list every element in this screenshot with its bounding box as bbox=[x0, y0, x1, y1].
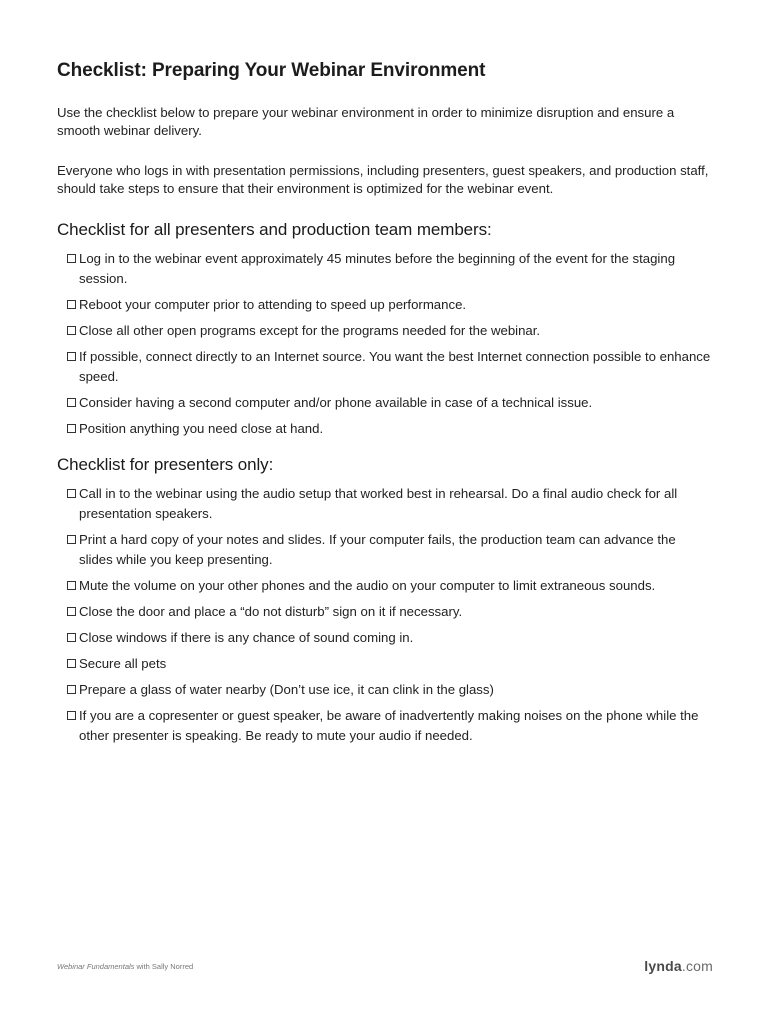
checklist-item bbox=[67, 321, 713, 341]
footer-course-title: Webinar Fundamentals bbox=[57, 962, 135, 971]
document-page bbox=[57, 60, 713, 762]
brand-logo bbox=[644, 958, 713, 974]
checkbox-icon[interactable] bbox=[67, 659, 76, 668]
checklist-item bbox=[67, 295, 713, 315]
intro-paragraph: Everyone who logs in with presentation permissions, including presenters, guest speakers, and production staff, should take steps to ensure that their environment is optimized for the webinar event. bbox=[57, 163, 709, 196]
checkbox-icon[interactable] bbox=[67, 300, 76, 309]
checklist-all-presenters bbox=[57, 249, 713, 439]
checkbox-icon[interactable] bbox=[67, 581, 76, 590]
checklist-item bbox=[67, 628, 713, 648]
checklist-item-text: Close windows if there is any chance of sound coming in. bbox=[79, 630, 414, 645]
checkbox-icon[interactable] bbox=[67, 711, 76, 720]
document-title: Checklist: Preparing Your Webinar Environment bbox=[57, 60, 486, 81]
checkbox-icon[interactable] bbox=[67, 398, 76, 407]
checklist-item bbox=[67, 654, 713, 674]
checklist-item-text: Call in to the webinar using the audio setup that worked best in rehearsal. Do a final audio check for all presentation speakers. bbox=[79, 486, 678, 521]
checkbox-icon[interactable] bbox=[67, 352, 76, 361]
checklist-item bbox=[67, 393, 713, 413]
footer-author-credit: with Sally Norred bbox=[134, 962, 194, 971]
checklist-item bbox=[67, 680, 713, 700]
checkbox-icon[interactable] bbox=[67, 254, 76, 263]
brand-tld: .com bbox=[681, 958, 713, 974]
checklist-item bbox=[67, 419, 713, 439]
checklist-item-text: Position anything you need close at hand. bbox=[79, 421, 324, 436]
checklist-item-text: Print a hard copy of your notes and slides. If your computer fails, the production team can advance the slides while you keep presenting. bbox=[79, 532, 676, 567]
intro-paragraph: Use the checklist below to prepare your webinar environment in order to minimize disruption and ensure a smooth webinar delivery. bbox=[57, 105, 675, 138]
checkbox-icon[interactable] bbox=[67, 535, 76, 544]
checklist-item bbox=[67, 530, 713, 570]
checklist-item-text: Mute the volume on your other phones and the audio on your computer to limit extraneous sounds. bbox=[79, 578, 656, 593]
checklist-item-text: If possible, connect directly to an Internet source. You want the best Internet connection possible to enhance speed. bbox=[79, 349, 711, 384]
section-heading-all-presenters: Checklist for all presenters and production team members: bbox=[57, 220, 492, 239]
checklist-item-text: Prepare a glass of water nearby (Don’t use ice, it can clink in the glass) bbox=[79, 682, 494, 697]
checklist-item bbox=[67, 602, 713, 622]
checkbox-icon[interactable] bbox=[67, 607, 76, 616]
checklist-presenters-only bbox=[57, 484, 713, 746]
checkbox-icon[interactable] bbox=[67, 685, 76, 694]
checkbox-icon[interactable] bbox=[67, 424, 76, 433]
checklist-item bbox=[67, 249, 713, 289]
checklist-item-text: Close all other open programs except for the programs needed for the webinar. bbox=[79, 323, 541, 338]
checkbox-icon[interactable] bbox=[67, 633, 76, 642]
checklist-item-text: Consider having a second computer and/or phone available in case of a technical issue. bbox=[79, 395, 593, 410]
checklist-item bbox=[67, 706, 713, 746]
checklist-item-text: Close the door and place a “do not disturb” sign on it if necessary. bbox=[79, 604, 463, 619]
section-heading-presenters-only: Checklist for presenters only: bbox=[57, 455, 274, 474]
checkbox-icon[interactable] bbox=[67, 326, 76, 335]
footer-credit bbox=[57, 962, 193, 971]
checklist-item-text: Reboot your computer prior to attending to speed up performance. bbox=[79, 297, 467, 312]
checklist-item-text: If you are a copresenter or guest speaker, be aware of inadvertently making noises on the phone while the other presenter is speaking. Be ready to mute your audio if needed. bbox=[79, 708, 699, 743]
checklist-item bbox=[67, 484, 713, 524]
checkbox-icon[interactable] bbox=[67, 489, 76, 498]
checklist-item-text: Secure all pets bbox=[79, 656, 167, 671]
page-footer bbox=[57, 958, 713, 978]
brand-name: lynda bbox=[644, 958, 682, 974]
checklist-item-text: Log in to the webinar event approximately 45 minutes before the beginning of the event for the staging session. bbox=[79, 251, 676, 286]
checklist-item bbox=[67, 347, 713, 387]
checklist-item bbox=[67, 576, 713, 596]
